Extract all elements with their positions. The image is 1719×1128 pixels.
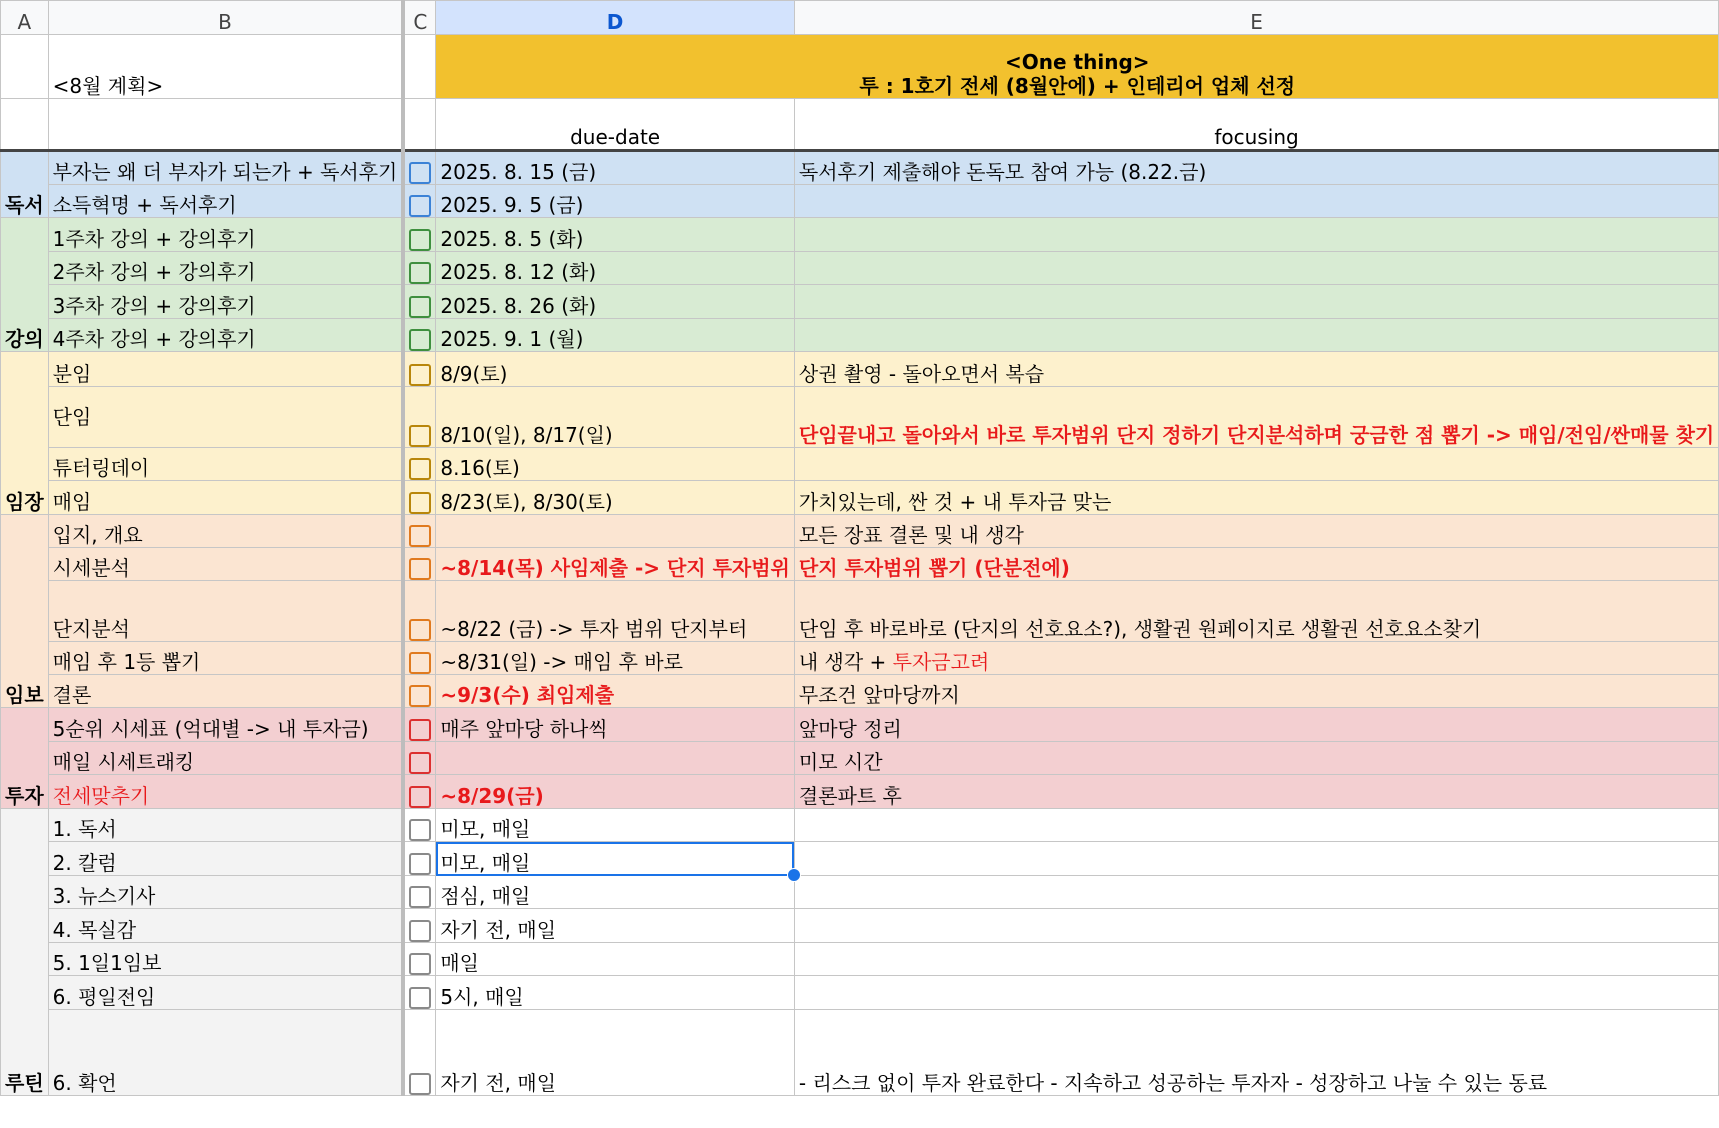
table-row — [1, 675, 1719, 708]
checkbox[interactable] — [409, 886, 431, 908]
due-cell[interactable]: 자기 전, 매일 — [436, 909, 795, 943]
due-cell[interactable]: 미모, 매일 — [436, 809, 795, 842]
focus-cell[interactable] — [794, 319, 1718, 352]
category-field[interactable]: 임장 — [1, 352, 49, 515]
column-header-c[interactable]: C — [403, 1, 436, 35]
checkbox-cell[interactable] — [403, 218, 436, 252]
focus-cell[interactable] — [794, 642, 1718, 675]
task-cell[interactable]: 부자는 왜 더 부자가 되는가 + 독서후기 — [48, 151, 403, 185]
task-cell[interactable]: 6. 평일전임 — [48, 976, 403, 1010]
column-header-a[interactable]: A — [1, 1, 49, 35]
checkbox-cell[interactable] — [403, 742, 436, 775]
task-cell[interactable]: 결론 — [48, 675, 403, 708]
task-cell[interactable]: 튜터링데이 — [48, 448, 403, 481]
cell-c1[interactable] — [403, 35, 436, 99]
checkbox[interactable] — [409, 685, 431, 707]
due-cell[interactable]: 5시, 매일 — [436, 976, 795, 1010]
table-row — [1, 218, 1719, 252]
focus-text: 내 생각 + — [798, 650, 893, 674]
table-row — [1, 548, 1719, 581]
checkbox-cell[interactable] — [403, 708, 436, 742]
task-cell[interactable]: 단임 — [48, 387, 403, 448]
table-row — [1, 515, 1719, 548]
checkbox[interactable] — [409, 458, 431, 480]
due-cell[interactable]: 2025. 9. 5 (금) — [436, 185, 795, 218]
table-row — [1, 185, 1719, 218]
focus-cell[interactable]: 독서후기 제출해야 돈독모 참여 가능 (8.22.금) — [794, 151, 1718, 185]
due-cell[interactable]: 2025. 8. 5 (화) — [436, 218, 795, 252]
checkbox-cell[interactable] — [403, 319, 436, 352]
table-row — [1, 775, 1719, 809]
table-row — [1, 742, 1719, 775]
checkbox-cell[interactable] — [403, 943, 436, 976]
focus-cell[interactable]: 상권 촬영 - 돌아오면서 복습 — [794, 352, 1718, 387]
task-cell[interactable]: 매임 후 1등 뽑기 — [48, 642, 403, 675]
table-row — [1, 876, 1719, 909]
focus-cell[interactable] — [794, 185, 1718, 218]
column-header-d[interactable]: D — [436, 1, 795, 35]
checkbox-cell[interactable] — [403, 481, 436, 515]
table-row — [1, 1010, 1719, 1096]
due-cell[interactable]: ~8/29(금) — [436, 775, 795, 809]
column-header-row — [1, 1, 1719, 35]
focus-cell[interactable]: 모든 장표 결론 및 내 생각 — [794, 515, 1718, 548]
table-row — [1, 708, 1719, 742]
task-cell[interactable]: 1. 독서 — [48, 809, 403, 842]
checkbox-cell[interactable] — [403, 185, 436, 218]
due-cell[interactable]: 점심, 매일 — [436, 876, 795, 909]
due-cell[interactable]: 2025. 8. 15 (금) — [436, 151, 795, 185]
checkbox[interactable] — [409, 752, 431, 774]
checkbox-cell[interactable] — [403, 352, 436, 387]
task-cell[interactable]: 2주차 강의 + 강의후기 — [48, 252, 403, 285]
task-cell[interactable]: 소득혁명 + 독서후기 — [48, 185, 403, 218]
checkbox-cell[interactable] — [403, 909, 436, 943]
checkbox[interactable] — [409, 425, 431, 447]
checkbox-cell[interactable] — [403, 775, 436, 809]
due-cell[interactable]: 2025. 8. 12 (화) — [436, 252, 795, 285]
table-row — [1, 387, 1719, 448]
checkbox[interactable] — [409, 619, 431, 641]
header-row — [1, 99, 1719, 151]
checkbox-cell[interactable] — [403, 548, 436, 581]
checkbox[interactable] — [409, 262, 431, 284]
focus-cell[interactable] — [794, 448, 1718, 481]
table-row — [1, 943, 1719, 976]
category-lecture[interactable]: 강의 — [1, 218, 49, 352]
table-row — [1, 909, 1719, 943]
checkbox[interactable] — [409, 492, 431, 514]
checkbox[interactable] — [409, 229, 431, 251]
checkbox-cell[interactable] — [403, 151, 436, 185]
task-cell[interactable]: 3주차 강의 + 강의후기 — [48, 285, 403, 319]
checkbox[interactable] — [409, 195, 431, 217]
checkbox-cell[interactable] — [403, 387, 436, 448]
table-row — [1, 448, 1719, 481]
category-report[interactable]: 임보 — [1, 515, 49, 708]
table-row — [1, 319, 1719, 352]
checkbox-cell[interactable] — [403, 252, 436, 285]
focus-cell[interactable] — [794, 943, 1718, 976]
page-title[interactable]: <8월 계획> — [48, 35, 403, 99]
task-cell[interactable]: 매일 시세트래킹 — [48, 742, 403, 775]
checkbox-cell[interactable] — [403, 842, 436, 876]
focus-cell[interactable]: 단지 투자범위 뽑기 (단분전에) — [794, 548, 1718, 581]
task-cell[interactable]: 4주차 강의 + 강의후기 — [48, 319, 403, 352]
checkbox-cell[interactable] — [403, 285, 436, 319]
cell-a2[interactable] — [1, 99, 49, 151]
checkbox[interactable] — [409, 853, 431, 875]
checkbox-cell[interactable] — [403, 976, 436, 1010]
task-cell[interactable]: 단지분석 — [48, 581, 403, 642]
checkbox[interactable] — [409, 819, 431, 841]
focus-cell[interactable]: - 리스크 없이 투자 완료한다 - 지속하고 성공하는 투자자 - 성장하고 나눌 수 있는 동료 — [794, 1010, 1718, 1096]
focus-cell[interactable] — [794, 809, 1718, 842]
table-row — [1, 252, 1719, 285]
due-cell[interactable]: 2025. 9. 1 (월) — [436, 319, 795, 352]
checkbox-cell[interactable] — [403, 675, 436, 708]
checkbox[interactable] — [409, 987, 431, 1009]
due-cell[interactable]: ~8/22 (금) -> 투자 범위 단지부터 — [436, 581, 795, 642]
checkbox-cell[interactable] — [403, 515, 436, 548]
due-cell[interactable] — [436, 742, 795, 775]
table-row — [1, 285, 1719, 319]
due-cell[interactable]: 매일 — [436, 943, 795, 976]
due-cell[interactable]: 2025. 8. 26 (화) — [436, 285, 795, 319]
checkbox[interactable] — [409, 1073, 431, 1095]
due-cell[interactable]: 8.16(토) — [436, 448, 795, 481]
checkbox-cell[interactable] — [403, 448, 436, 481]
focus-cell[interactable]: 단임끝내고 돌아와서 바로 투자범위 단지 정하기 단지분석하며 궁금한 점 뽑기 -> 매임/전임/싼매물 찾기 — [794, 387, 1718, 448]
due-cell[interactable]: 8/9(토) — [436, 352, 795, 387]
task-cell[interactable]: 5. 1일1임보 — [48, 943, 403, 976]
category-reading[interactable]: 독서 — [1, 151, 49, 218]
focus-cell[interactable] — [794, 876, 1718, 909]
task-cell[interactable]: 입지, 개요 — [48, 515, 403, 548]
checkbox-cell[interactable] — [403, 1010, 436, 1096]
checkbox-cell[interactable] — [403, 642, 436, 675]
due-cell[interactable]: 매주 앞마당 하나씩 — [436, 708, 795, 742]
one-thing-banner[interactable] — [436, 35, 1719, 99]
table-row — [1, 809, 1719, 842]
table-row — [1, 642, 1719, 675]
task-cell[interactable]: 매임 — [48, 481, 403, 515]
due-cell[interactable]: ~9/3(수) 최임제출 — [436, 675, 795, 708]
table-row — [1, 976, 1719, 1010]
focus-cell[interactable] — [794, 285, 1718, 319]
active-cell-d[interactable] — [436, 842, 795, 876]
checkbox-cell[interactable] — [403, 581, 436, 642]
focus-cell[interactable] — [794, 252, 1718, 285]
checkbox[interactable] — [409, 162, 431, 184]
cell-c2[interactable] — [403, 99, 436, 151]
table-row — [1, 581, 1719, 642]
title-row — [1, 35, 1719, 99]
due-cell[interactable]: 자기 전, 매일 — [436, 1010, 795, 1096]
task-cell[interactable]: 전세맞추기 — [48, 775, 403, 809]
focus-cell[interactable]: 단임 후 바로바로 (단지의 선호요소?), 생활권 원페이지로 생활권 선호요소찾기 — [794, 581, 1718, 642]
due-cell[interactable]: ~8/31(일) -> 매임 후 바로 — [436, 642, 795, 675]
focus-cell[interactable]: 결론파트 후 — [794, 775, 1718, 809]
task-cell[interactable]: 분임 — [48, 352, 403, 387]
cell-b2[interactable] — [48, 99, 403, 151]
focus-cell[interactable] — [794, 218, 1718, 252]
checkbox[interactable] — [409, 719, 431, 741]
checkbox[interactable] — [409, 920, 431, 942]
focus-cell[interactable]: 미모 시간 — [794, 742, 1718, 775]
due-cell[interactable]: 8/23(토), 8/30(토) — [436, 481, 795, 515]
checkbox[interactable] — [409, 525, 431, 547]
checkbox[interactable] — [409, 558, 431, 580]
checkbox[interactable] — [409, 296, 431, 318]
fill-handle[interactable] — [787, 868, 801, 882]
focus-cell[interactable]: 무조건 앞마당까지 — [794, 675, 1718, 708]
task-cell[interactable]: 5순위 시세표 (억대별 -> 내 투자금) — [48, 708, 403, 742]
table-row — [1, 481, 1719, 515]
cell-a1[interactable] — [1, 35, 49, 99]
category-invest[interactable]: 투자 — [1, 708, 49, 809]
checkbox[interactable] — [409, 786, 431, 808]
table-row — [1, 842, 1719, 876]
task-cell[interactable]: 3. 뉴스기사 — [48, 876, 403, 909]
checkbox-cell[interactable] — [403, 876, 436, 909]
checkbox[interactable] — [409, 652, 431, 674]
focus-cell[interactable] — [794, 976, 1718, 1010]
column-header-e[interactable]: E — [794, 1, 1718, 35]
column-header-b[interactable]: B — [48, 1, 403, 35]
focus-cell[interactable]: 앞마당 정리 — [794, 708, 1718, 742]
one-thing-label: <One thing> — [1005, 50, 1150, 74]
due-text: 미모, 매일 — [440, 851, 531, 875]
table-row — [1, 151, 1719, 185]
focusing-header[interactable]: focusing — [794, 99, 1718, 151]
category-routine[interactable]: 루틴 — [1, 809, 49, 1096]
due-date-header[interactable]: due-date — [436, 99, 795, 151]
due-cell[interactable]: ~8/14(목) 사임제출 -> 단지 투자범위 — [436, 548, 795, 581]
focus-text-highlight: 투자금고려 — [892, 650, 990, 674]
checkbox-cell[interactable] — [403, 809, 436, 842]
task-cell[interactable]: 2. 칼럼 — [48, 842, 403, 876]
one-thing-goal: 투 : 1호기 전세 (8월안에) + 인테리어 업체 선정 — [859, 74, 1296, 98]
task-cell[interactable]: 6. 확언 — [48, 1010, 403, 1096]
focus-cell[interactable] — [794, 909, 1718, 943]
checkbox[interactable] — [409, 329, 431, 351]
task-cell[interactable]: 시세분석 — [48, 548, 403, 581]
focus-cell[interactable] — [794, 842, 1718, 876]
table-row — [1, 352, 1719, 387]
due-cell[interactable]: 8/10(일), 8/17(일) — [436, 387, 795, 448]
focus-cell[interactable]: 가치있는데, 싼 것 + 내 투자금 맞는 — [794, 481, 1718, 515]
task-cell[interactable]: 4. 목실감 — [48, 909, 403, 943]
task-cell[interactable]: 1주차 강의 + 강의후기 — [48, 218, 403, 252]
checkbox[interactable] — [409, 364, 431, 386]
due-cell[interactable] — [436, 515, 795, 548]
checkbox[interactable] — [409, 953, 431, 975]
